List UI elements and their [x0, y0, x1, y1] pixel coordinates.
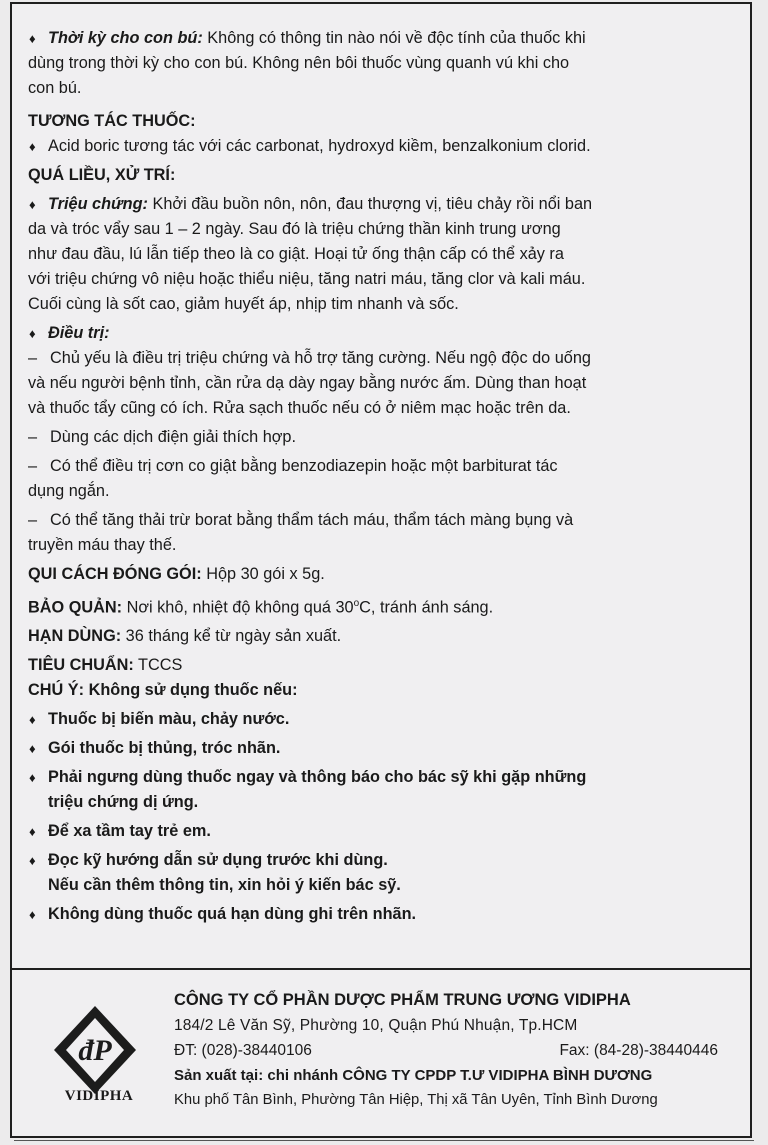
caution-item-2: ♦ Gói thuốc bị thủng, tróc nhãn. [28, 736, 744, 761]
treatment-item-1-line1: – Chủ yếu là điều trị triệu chứng và hỗ trợ tăng cường. Nếu ngộ độc do uống [28, 346, 744, 371]
interactions-heading: TƯƠNG TÁC THUỐC: [28, 112, 196, 130]
manufacturer: Sản xuất tại: chi nhánh CÔNG TY CPDP T.Ư VIDIPHA BÌNH DƯƠNG [174, 1067, 653, 1084]
company-block [174, 988, 734, 1113]
expiry-value: 36 tháng kể từ ngày sản xuất. [121, 627, 342, 646]
breastfeeding-paragraph [28, 26, 744, 51]
leaflet-panel [10, 2, 752, 1138]
treatment-item-3-line2: dụng ngắn. [28, 482, 110, 500]
symptoms-line4: với triệu chứng vô niệu hoặc thiểu niệu, tăng natri máu, tăng clor và kali máu. [28, 270, 586, 288]
caution-item-3-cont: triệu chứng dị ứng. [48, 793, 199, 812]
logo-text: VIDIPHA [64, 1088, 134, 1104]
caution-item-1: ♦ Thuốc bị biến màu, chảy nước. [28, 707, 744, 732]
symptoms-paragraph [28, 192, 744, 217]
storage-label: BẢO QUẢN: [28, 598, 123, 617]
breastfeeding-line2: dùng trong thời kỳ cho con bú. Không nên bôi thuốc vùng quanh vú khi cho [28, 54, 570, 72]
symptoms-line3: như đau đầu, lú lẫn tiếp theo là co giật. Hoại tử ống thận cấp có thể xảy ra [28, 245, 564, 263]
caution-item-5: ♦ Đọc kỹ hướng dẫn sử dụng trước khi dùng. [28, 848, 744, 873]
breastfeeding-line3: con bú. [28, 79, 82, 97]
treatment-label: ♦ Điều trị: [28, 321, 744, 346]
interactions-item: ♦ Acid boric tương tác với các carbonat, hydroxyd kiềm, benzalkonium clorid. [28, 134, 744, 159]
phone-number: ĐT: (028)-38440106 [174, 1042, 312, 1059]
breastfeeding-label: Thời kỳ cho con bú: [48, 29, 203, 47]
treatment-item-4-line1: – Có thể tăng thải trừ borat bằng thẩm tách máu, thẩm tách màng bụng và [28, 508, 744, 533]
symptoms-line2: da và tróc vẩy sau 1 – 2 ngày. Sau đó là triệu chứng thần kinh trung ương [28, 220, 561, 238]
company-name: CÔNG TY CỔ PHẦN DƯỢC PHẨM TRUNG ƯƠNG VIDIPHA [174, 991, 631, 1009]
treatment-item-1-line2: và nếu người bệnh tỉnh, cần rửa dạ dày ngay bằng nước ấm. Dùng than hoạt [28, 374, 587, 392]
standard-line [28, 653, 744, 678]
treatment-item-4-line2: truyền máu thay thế. [28, 536, 177, 554]
expiry-label: HẠN DÙNG: [28, 627, 122, 646]
footer-divider [12, 968, 750, 970]
breastfeeding-line1: Không có thông tin nào nói về độc tính của thuốc khi [202, 29, 586, 47]
footer [12, 984, 750, 1124]
storage-line [28, 591, 744, 620]
logo-letters: đP [78, 1034, 112, 1067]
storage-value-post: C, tránh ánh sáng. [359, 598, 494, 617]
caution-item-4: ♦ Để xa tầm tay trẻ em. [28, 819, 744, 844]
leaflet-content [28, 26, 744, 927]
manufacturer-address: Khu phố Tân Bình, Phường Tân Hiệp, Thị xã Tân Uyên, Tỉnh Bình Dương [174, 1092, 658, 1108]
page-bottom-edge [14, 1140, 754, 1141]
expiry-line [28, 624, 744, 649]
treatment-item-1-line3: và thuốc tẩy cũng có ích. Rửa sạch thuốc nếu có ở niêm mạc hoặc trên da. [28, 399, 571, 417]
caution-item-6: ♦ Không dùng thuốc quá hạn dùng ghi trên nhãn. [28, 902, 744, 927]
caution-item-3: ♦ Phải ngưng dùng thuốc ngay và thông báo cho bác sỹ khi gặp những [28, 765, 744, 790]
symptoms-label: Triệu chứng: [48, 195, 148, 213]
storage-value: Nơi khô, nhiệt độ không quá 30 [122, 598, 354, 617]
standard-label: TIÊU CHUẨN: [28, 656, 134, 675]
contact-row [174, 1038, 734, 1063]
standard-value: TCCS [133, 656, 183, 675]
symptoms-line5: Cuối cùng là sốt cao, giảm huyết áp, nhịp tim nhanh và sốc. [28, 295, 459, 313]
degree-sup: o [353, 598, 360, 609]
caution-heading: CHÚ Ý: Không sử dụng thuốc nếu: [28, 681, 298, 700]
overdose-heading: QUÁ LIỀU, XỬ TRÍ: [28, 166, 176, 184]
packaging-label: QUI CÁCH ĐÓNG GÓI: [28, 565, 202, 583]
company-address: 184/2 Lê Văn Sỹ, Phường 10, Quận Phú Nhuận, Tp.HCM [174, 1017, 578, 1034]
packaging-value: Hộp 30 gói x 5g. [201, 565, 325, 583]
caution-item-5-cont: Nếu cần thêm thông tin, xin hỏi ý kiến bác sỹ. [48, 876, 401, 895]
symptoms-line1: Khởi đầu buồn nôn, nôn, đau thượng vị, tiêu chảy rồi nổi ban [147, 195, 593, 213]
treatment-item-3-line1: – Có thể điều trị cơn co giật bằng benzodiazepin hoặc một barbiturat tác [28, 454, 744, 479]
fax-number: Fax: (84-28)-38440446 [559, 1042, 718, 1059]
treatment-item-2: – Dùng các dịch điện giải thích hợp. [28, 425, 744, 450]
vidipha-logo [50, 1002, 140, 1102]
packaging-line [28, 562, 744, 587]
